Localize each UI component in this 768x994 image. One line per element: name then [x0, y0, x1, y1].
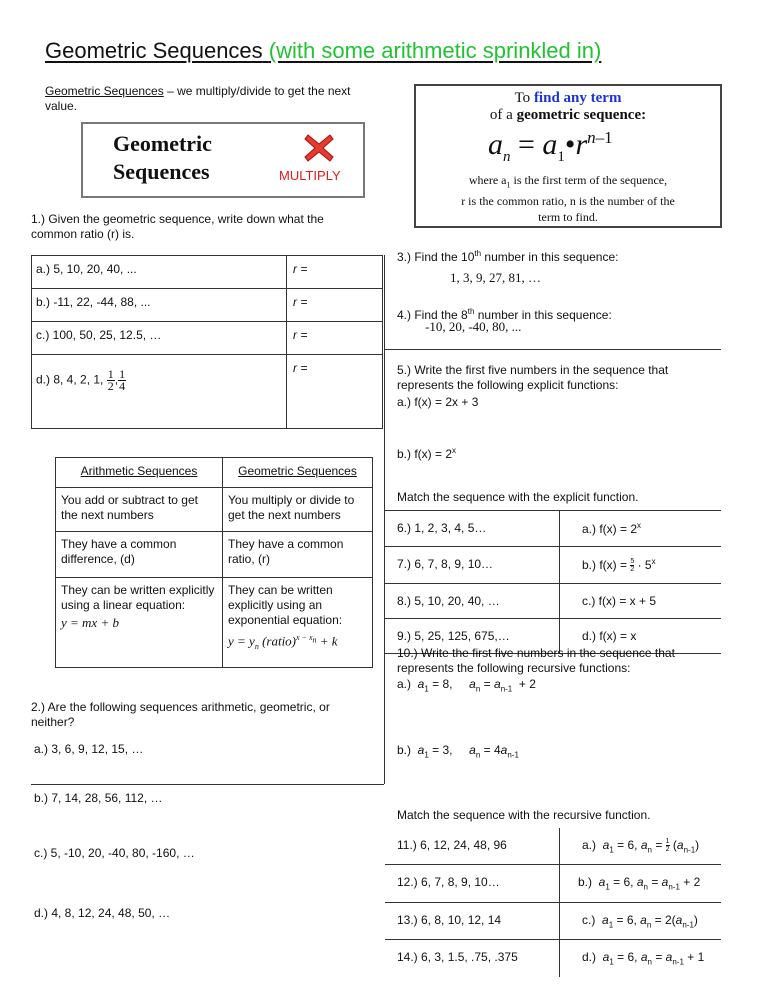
match2-prompt: Match the sequence with the recursive function. [397, 808, 651, 822]
arith-row-1: You add or subtract to get the next numbers [56, 488, 223, 532]
multiply-x-icon [303, 132, 335, 164]
table-row [32, 355, 383, 429]
table-row [385, 940, 721, 977]
table-row [385, 902, 721, 939]
match2-seq-13: 13.) 6, 8, 10, 12, 14 [385, 902, 560, 939]
q5-b: b.) $f(x) = 2^x$ [397, 446, 457, 461]
table-row [56, 458, 373, 488]
formula-box [414, 84, 722, 228]
geometric-banner [81, 122, 365, 198]
match2-func-b: b.) $a_1 = 6$, $a_n = a_{n-1} + 2$ [560, 865, 722, 902]
linear-equation: y = mx + b [61, 615, 119, 630]
intro-description: – we multiply/divide to get the next value. [45, 84, 351, 113]
match1-func-b: b.) f(x) = $\frac{5}{2} \cdot 5^x$ [560, 547, 722, 584]
page-title [45, 38, 601, 64]
match1-func-a: a.) $f(x) = 2^x$ [560, 511, 722, 547]
table-row [56, 488, 373, 532]
match2-func-d: d.) $a_1 = 6$, $a_n = a_{n-1} + 1$ [560, 940, 722, 977]
exponential-equation: $y = y_n$ (ratio)$^{x - x_n}$ + k [228, 633, 338, 651]
q1-seq-d: d.) 8, 4, 2, 1, $\frac{1}{2}$ , $\frac{1}{4}$ [32, 355, 287, 429]
match2-seq-11: 11.) 6, 12, 24, 48, 96 [385, 828, 560, 865]
q3-prompt: 3.) Find the 10th number in this sequence: [397, 249, 619, 264]
match2-seq-14: 14.) 6, 3, 1.5, .75, .375 [385, 940, 560, 977]
q4-prompt: 4.) Find the 8th number in this sequence: [397, 307, 612, 322]
q1-seq-b: b.) -11, 22, -44, 88, ... [32, 289, 287, 322]
title-main: Geometric Sequences [45, 38, 263, 63]
match1-seq-9: 9.) 5, 25, 125, 675,… [385, 619, 560, 654]
q1-prompt: 1.) Given the geometric sequence, write down what the common ratio (r) is. [31, 212, 324, 241]
q2-prompt: 2.) Are the following sequences arithmetic, geometric, or neither? [31, 700, 330, 729]
q5-prompt: 5.) Write the first five numbers in the sequence that represents the following explicit functions: [397, 363, 669, 392]
q10-b: b.) $a_1 = 3$, $a_n = 4a_{n-1}$ [397, 743, 519, 760]
divider [384, 349, 721, 350]
arith-row-2: They have a common difference, (d) [56, 532, 223, 578]
table-row [385, 547, 721, 584]
match1-func-d: d.) f(x) = x [560, 619, 722, 654]
table-row [385, 511, 721, 547]
geometric-formula: $a_n$ = $a_1•r^{n-1}$ [488, 128, 613, 165]
match2-table [385, 828, 721, 977]
intro-term: Geometric Sequences [45, 84, 164, 98]
geo-row-2: They have a common ratio, (r) [223, 532, 373, 578]
q1-answer-d[interactable]: r = [287, 355, 383, 429]
multiply-label: MULTIPLY [279, 168, 341, 183]
formula-heading-2: of a geometric sequence: [489, 107, 647, 123]
header-arithmetic: Arithmetic Sequences [80, 464, 198, 478]
divider [31, 784, 384, 785]
match1-seq-6: 6.) 1, 2, 3, 4, 5… [385, 511, 560, 547]
q3-sequence: 1, 3, 9, 27, 81, … [450, 270, 541, 285]
title-accent: (with some arithmetic sprinkled in) [268, 38, 602, 63]
q2-item-c: c.) 5, -10, 20, -40, 80, -160, … [34, 846, 195, 860]
formula-heading-1: To find any term [514, 90, 622, 106]
q2-item-a: a.) 3, 6, 9, 12, 15, … [34, 742, 144, 756]
q10-prompt: 10.) Write the first five numbers in the sequence that represents the following recursive functions: [397, 646, 675, 675]
banner-line-2: Sequences [113, 159, 210, 184]
q1-answer-a[interactable]: r = [287, 256, 383, 289]
table-row [32, 289, 383, 322]
q1-answer-b[interactable]: r = [287, 289, 383, 322]
banner-line-1: Geometric [113, 131, 212, 156]
comparison-table [55, 457, 373, 668]
arith-row-3: They can be written explicitly using a linear equation: y = mx + b [56, 578, 223, 668]
fraction-one-quarter: $\frac{1}{4}$ [119, 367, 126, 393]
intro-text [45, 84, 365, 114]
q2-item-d: d.) 4, 8, 12, 24, 48, 50, … [34, 906, 171, 920]
geo-row-3: They can be written explicitly using an exponential equation: $y = y_n$ (ratio)$^{x - x_n}$ + k [223, 578, 373, 668]
table-row [56, 532, 373, 578]
match2-seq-12: 12.) 6, 7, 8, 9, 10… [385, 865, 560, 902]
q2-item-b: b.) 7, 14, 28, 56, 112, … [34, 791, 163, 805]
q4-sequence: -10, 20, -40, 80, ... [425, 319, 522, 334]
q1-seq-c: c.) 100, 50, 25, 12.5, … [32, 322, 287, 355]
q10-a: a.) $a_1 = 8$, $a_n = a_{n-1} + 2$ [397, 677, 536, 694]
q5-a: a.) f(x) = 2x + 3 [397, 395, 479, 409]
match1-prompt: Match the sequence with the explicit function. [397, 490, 639, 504]
match1-func-c: c.) f(x) = x + 5 [560, 584, 722, 619]
table-row [385, 865, 721, 902]
fraction-one-half: $\frac{1}{2}$ [107, 367, 114, 393]
match1-seq-7: 7.) 6, 7, 8, 9, 10… [385, 547, 560, 584]
match2-func-a: a.) $a_1 = 6$, $a_n$ = $\frac{1}{2} (a_{n-1})$ [560, 828, 722, 865]
q1-seq-a: a.) 5, 10, 20, 40, ... [32, 256, 287, 289]
table-row [385, 828, 721, 865]
table-row [32, 322, 383, 355]
match1-table [385, 510, 721, 654]
match1-seq-8: 8.) 5, 10, 20, 40, … [385, 584, 560, 619]
header-geometric: Geometric Sequences [238, 464, 357, 478]
table-row [32, 256, 383, 289]
formula-description: where $a_1$ is the first term of the sequence, r is the common ratio, n is the number of the term to find. [461, 173, 675, 225]
geo-row-1: You multiply or divide to get the next numbers [223, 488, 373, 532]
q1-table [31, 255, 383, 429]
table-row [385, 584, 721, 619]
table-row [56, 578, 373, 668]
match2-func-c: c.) $a_1 = 6$, $a_n = 2(a_{n-1})$ [560, 902, 722, 939]
q1-answer-c[interactable]: r = [287, 322, 383, 355]
